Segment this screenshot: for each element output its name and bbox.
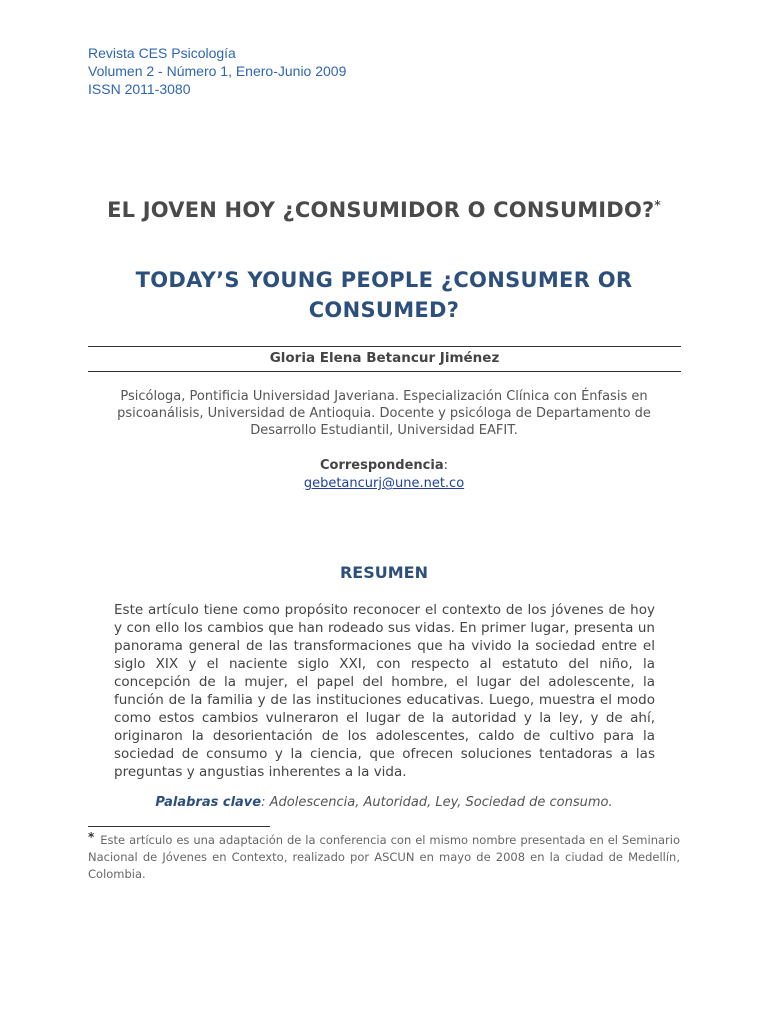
journal-header	[88, 44, 346, 98]
correspondence-label-text: Correspondencia	[319, 458, 444, 473]
journal-name: Revista CES Psicología	[88, 45, 236, 61]
keywords-list: : Adolescencia, Autoridad, Ley, Sociedad de consumo.	[261, 795, 613, 810]
author-affiliation: Psicóloga, Pontificia Universidad Javeriana. Especialización Clínica con Énfasis en psicoanálisis, Universidad de Antioquia. Docente y psicóloga de Departamento de Desarrollo Estudiantil, Universidad EAFIT.	[117, 389, 651, 438]
footnote-mark: *	[88, 830, 95, 844]
keywords-label: Palabras clave	[155, 795, 262, 810]
abstract-heading: RESUMEN	[339, 563, 428, 582]
correspondence-label	[0, 458, 768, 473]
title-english: TODAY’S YOUNG PEOPLE ¿CONSUMER OR CONSUMED?	[135, 268, 633, 322]
correspondence-colon: :	[443, 458, 449, 473]
title-spanish-text: EL JOVEN HOY ¿CONSUMIDOR O CONSUMIDO?	[107, 198, 655, 222]
keywords	[0, 795, 768, 810]
abstract-text: Este artículo tiene como propósito reconocer el contexto de los jóvenes de hoy y con ello los cambios que han rodeado sus vidas. En primer lugar, presenta un panorama general de las transformaciones que ha vivido la sociedad entre el siglo XIX y el naciente siglo XXI, con respecto al estatuto del niño, la concepción de la mujer, el papel del hombre, el lugar del adolescente, la función de la familia y de las instituciones educativas. Luego, muestra el modo como estos cambios vulneraron el lugar de la autoridad y la ley, y de ahí, originaron la desorientación de los adolescentes, caldo de cultivo para la sociedad de consumo y la ciencia, que ofrecen soluciones tentadoras a las preguntas y angustias inherentes a la vida.	[114, 602, 655, 780]
title-footnote-mark: *	[654, 198, 661, 212]
journal-issn: ISSN 2011-3080	[88, 81, 191, 97]
correspondence-email-link[interactable]: gebetancurj@une.net.co	[303, 476, 465, 491]
footnote-divider	[88, 826, 270, 827]
journal-volume: Volumen 2 - Número 1, Enero-Junio 2009	[88, 63, 347, 79]
footnote-text: Este artículo es una adaptación de la conferencia con el mismo nombre presentada en el Seminario Nacional de Jóvenes en Contexto, realizado por ASCUN en mayo de 2008 en la ciudad de Medellín, Colombia.	[88, 833, 680, 881]
footnote	[88, 829, 680, 883]
title-spanish	[0, 198, 768, 222]
author-name: Gloria Elena Betancur Jiménez	[88, 346, 681, 372]
